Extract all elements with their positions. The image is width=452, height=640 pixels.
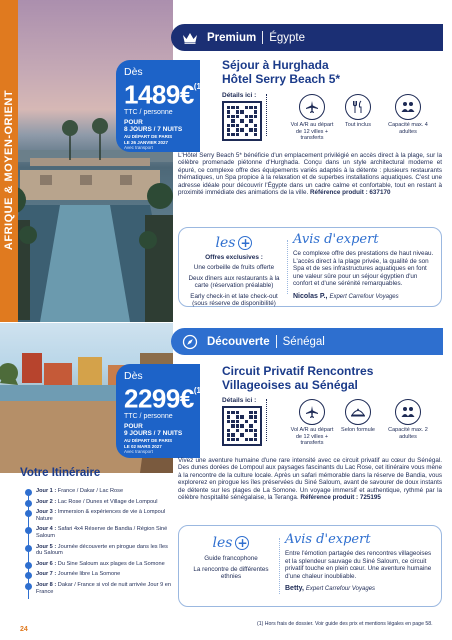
details-separator [266,399,267,441]
price-ttc: TTC / personne [124,108,173,116]
price-prefix: Dès [124,66,143,78]
hotel-pool-illustration [0,0,173,322]
avis-expert-title: Avis d'expert [285,532,371,547]
people-icon [395,94,421,120]
crown-icon [177,32,203,44]
les-plus-section [185,234,283,308]
offer2-transport: Avec transport [124,448,153,454]
people-icon [395,399,421,425]
offer1-reference: Référence produit : 637170 [309,189,391,197]
offer1-title: Séjour à Hurghada Hôtel Serry Beach 5* [222,58,341,86]
price-pour: POUR [124,422,143,430]
offer1-destination: Égypte [269,31,306,44]
qr-code[interactable] [222,406,262,446]
les-plus-item: Deux dîners aux restaurants à la carte (réservation préalable) [188,274,280,290]
feature-capacity: Capacité max. 2 adultes [385,399,431,440]
plane-icon [299,399,325,425]
itinerary-list [24,488,174,599]
offer2-details [222,397,262,446]
price-ttc: TTC / personne [124,412,173,420]
qr-code[interactable] [222,101,262,141]
offer1-price: 1489€$^{(1)}$ [124,79,204,110]
region-label: AFRIQUE & MOYEN-ORIENT [3,89,15,251]
header-separator [276,335,277,348]
plus-icon: + [240,236,251,250]
les-plus-item: Une corbeille de fruits offerte [193,264,275,271]
feature-flight: Vol A/R au départ de 12 villes + transferts [289,399,335,447]
details-separator [266,94,267,136]
compass-icon [177,334,203,350]
avis-expert-section [285,532,437,592]
offer1-duration: 8 JOURS / 7 NUITS [124,125,183,133]
hotel-pool-photo [0,0,173,322]
panel-separator [287,240,288,294]
offer1-date: LE 26 JANVIER 2027 [124,139,169,145]
avis-expert-title: Avis d'expert [293,232,379,247]
offer1-details [222,92,262,141]
les-plus-item: La rencontre de différentes ethnies [193,565,269,581]
itinerary-day: Jour 8 : Dakar / France si vol de nuit arrivée Jour 9 en France [24,582,174,595]
offer2-reference: Référence produit : 725195 [300,494,381,502]
itinerary-day: Jour 3 : Immersion & expériences de vie à Lompoul Nature [24,509,174,522]
offer1-departure: AU DÉPART DE PARIS [124,133,173,139]
avis-expert-signature: Nicolas P., Expert Carrefour Voyages [293,292,399,300]
les-plus-item: Guide francophone [204,555,258,562]
offer2-description: Vivez une aventure humaine d'une rare intensité avec ce circuit privatif au cœur du Sénégal. Des dunes dorées de Lompoul aux paysages fascinants du Lac Rose, cet itinéraire vous mène à la rencontre de la culture locale. Après un safari mémorable dans la réserve de Bandia, vous explorerez en pirogue les îles préservées du Siné Saloum, avant de savourer de doux instants de détente sur les plages de La Somone. Un voyage immersif et authentique, rythmé par la célèbre hospitalité sénégalaise, la Teranga. Référence produit : 725195 [178,457,442,502]
offer2-title: Circuit Privatif Rencontres Villageoises au Sénégal [222,364,374,392]
offer2-destination: Sénégal [282,335,325,348]
offer1-transport: Avec transport [124,144,153,150]
les-plus-section [185,534,277,581]
les-plus-title: les [212,535,233,551]
dish-icon [345,399,371,425]
plus-icon: + [237,536,248,550]
offer1-category: Premium [207,31,257,44]
avis-expert-text: Entre l'émotion partagée des rencontres villageoises et la splendeur sauvage du Siné Saloum, ce circuit privatif touche en plein cœur. Une aventure humaine d'une chaleur inoubliable. [285,550,432,580]
page-number: 24 [20,626,28,633]
offer2-header [171,328,443,355]
les-plus-title: les [215,235,236,251]
itinerary-day: Jour 1 : France / Dakar / Lac Rose [24,488,174,495]
offer2-price: 2299€$^{(1)}$ [124,383,204,414]
les-plus-heading: Offres exclusives : [205,254,263,261]
plane-icon [299,94,325,120]
offer2-departure: AU DÉPART DE PARIS [124,437,173,443]
itinerary-day: Jour 4 : Safari 4x4 Réserve de Bandia / Région Siné Saloum [24,526,174,539]
price-pour: POUR [124,118,143,126]
cutlery-icon [345,94,371,120]
details-label: Détails ici : [222,92,257,99]
details-label: Détails ici : [222,397,257,404]
offer1-description: L'Hôtel Serry Beach 5* bénéficie d'un emplacement privilégié en accès direct à la plage, sur la célèbre promenade piétonne d'Hurghada. Conçu dans un style architectural moderne et épuré, ce complexe offre des équipements variés adaptés à la détente : plusieurs restaurants thématiques, un Spa propice à la relaxation et de superbes installations aquatiques. C'est une adresse idéale pour découvrir l'Égypte dans un cadre calme et confortable, tout en restant à proximité immédiate des animations de la ville. Référence produit : 637170 [178,152,442,197]
avis-expert-section [293,232,437,300]
offer1-header [171,24,443,51]
offer1-highlights-panel [178,227,442,307]
feature-capacity: Capacité max. 4 adultes [385,94,431,135]
itinerary-day: Jour 7 : Journée libre La Somone [24,571,174,578]
offer2-duration: 9 JOURS / 7 NUITS [124,429,183,437]
itinerary-title: Votre Itinéraire [20,467,101,479]
avis-expert-text: Ce complexe offre des prestations de haut niveau. L'accès direct à la plage privée, la qualité de son Spa et de ses infrastructures aquatiques en font une valeur sûre pour un séjour égyptien d'un confort et d'une sérénité remarquables. [293,250,434,288]
itinerary-day: Jour 6 : Du Sine Saloum aux plages de La Somone [24,561,174,568]
feature-meal-plan: Selon formule [335,399,381,434]
offer2-category: Découverte [207,335,270,348]
itinerary-day: Jour 2 : Lac Rose / Dunes et Village de Lompoul [24,499,174,506]
footnote: (1) Hors frais de dossier. Voir guide des prix et mentions légales en page 58. [257,621,433,627]
feature-all-inclusive: Tout inclus [335,94,381,129]
offer1-price-box [116,60,204,152]
header-separator [262,31,263,44]
offer2-date: LE 02 MARS 2027 [124,443,162,449]
offer2-price-box [116,364,204,458]
offer2-highlights-panel [178,525,442,607]
les-plus-item: Early check-in et late check-out (sous réserve de disponibilité) [190,292,278,308]
feature-flight: Vol A/R au départ de 12 villes + transferts [289,94,335,142]
price-prefix: Dès [124,370,143,382]
avis-expert-signature: Betty, Expert Carrefour Voyages [285,585,376,593]
panel-separator [279,538,280,594]
itinerary-day: Jour 5 : Journée découverte en pirogue dans les îles du Saloum [24,544,174,557]
